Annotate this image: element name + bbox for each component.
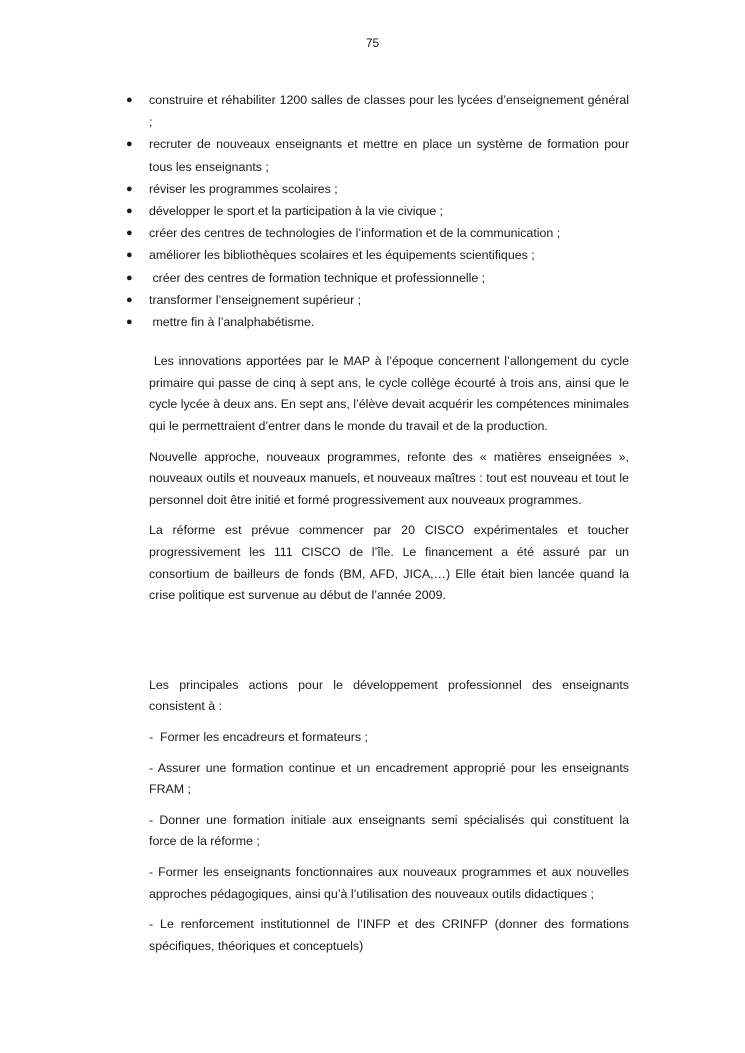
actions-intro: Les principales actions pour le développement professionnel des enseignants consistent à : [149,677,629,714]
list-item-text: créer des centres de technologies de l’information et de la communication ; [149,226,561,241]
list-item [126,133,629,177]
bullet-icon: ● [126,182,133,195]
action-item: - Assurer une formation continue et un encadrement approprié pour les enseignants FRAM ; [149,760,629,797]
bullet-icon: ● [126,205,133,218]
list-item-text: construire et réhabiliter 1200 salles de classes pour les lycées d’enseignement général ; [149,93,629,130]
list-item [126,222,629,244]
action-item: - Donner une formation initiale aux enseignants semi spécialisés qui constituent la force de la réforme ; [149,812,629,849]
list-item [126,267,629,289]
list-item-text: améliorer les bibliothèques scolaires et les équipements scientifiques ; [149,248,535,263]
action-item: - Former les encadreurs et formateurs ; [149,729,368,744]
action-item: - Le renforcement institutionnel de l’INFP et des CRINFP (donner des formations spécifiques, théoriques et conceptuels) [149,917,629,953]
bullet-icon: ● [126,227,133,240]
list-item [126,200,629,222]
list-item [126,89,629,133]
bullet-icon: ● [126,271,133,284]
page-body [126,89,633,957]
paragraph-nouvelle-approche: Nouvelle approche, nouveaux programmes, refonte des « matières enseignées », nouveaux outils et nouveaux manuels, et nouveaux maîtres : tout est nouveau et tout le personnel doit être initié et formé progressivement aux nouveaux programmes. [149,449,629,507]
action-item: - Former les enseignants fonctionnaires aux nouveaux programmes et aux nouvelles approches pédagogiques, ainsi qu’à l’utilisation des nouveaux outils didactiques ; [149,864,629,901]
bullet-list [126,89,629,333]
bullet-icon: ● [126,94,133,106]
list-item-text: transformer l’enseignement supérieur ; [149,292,362,307]
paragraph-innovations: Les innovations apportées par le MAP à l’époque concernent l’allongement du cycle primaire qui passe de cinq à sept ans, le cycle collège écourté à trois ans, ainsi que le cycle lycée à deux ans. En sept ans, l’élève devait acquérir les compétences minimales qui le permettraient d’entrer dans le monde du travail et de la production. [149,354,633,434]
list-item-text: mettre fin à l’analphabétisme. [149,315,315,330]
list-item-text: créer des centres de formation technique et professionnelle ; [149,270,486,285]
bullet-icon: ● [126,293,133,306]
list-item [126,244,629,266]
bullet-icon: ● [126,316,133,329]
list-item-text: développer le sport et la participation à la vie civique ; [149,204,444,219]
list-item-text: recruter de nouveaux enseignants et mettre en place un système de formation pour tous les enseignants ; [149,137,629,174]
list-item [126,178,629,200]
list-item [126,311,629,333]
list-item-text: réviser les programmes scolaires ; [149,181,338,196]
list-item [126,289,629,311]
paragraph-reforme: La réforme est prévue commencer par 20 CISCO expérimentales et toucher progressivement les 111 CISCO de l’île. Le financement a été assuré par un consortium de bailleurs de fonds (BM, AFD, JICA,…) Elle était bien lancée quand la crise politique est survenue au début de l’année 2009. [149,523,629,603]
page-number: 75 [365,36,380,50]
bullet-icon: ● [126,138,133,151]
bullet-icon: ● [126,249,133,262]
